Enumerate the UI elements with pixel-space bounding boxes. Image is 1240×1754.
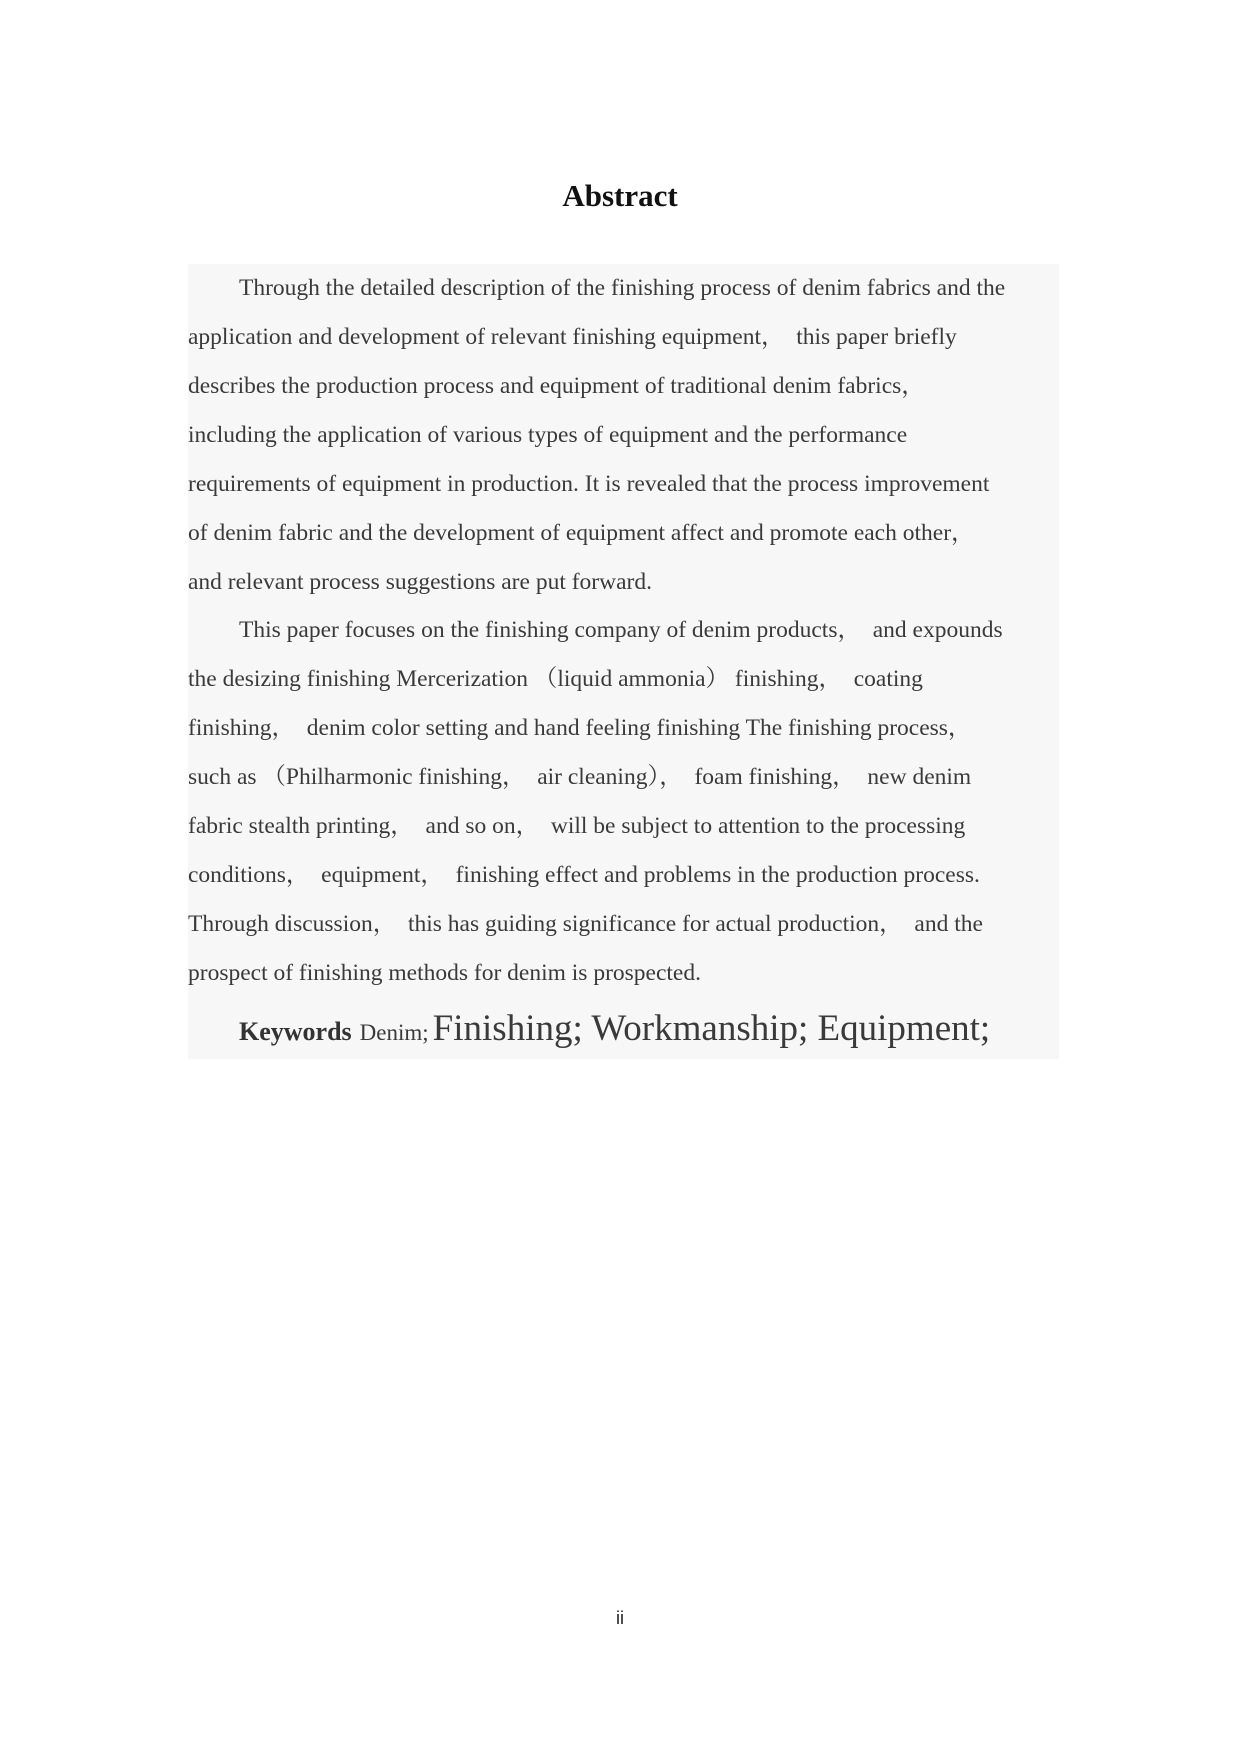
abstract-line: requirements of equipment in production. It is revealed that the process improvement	[188, 471, 990, 497]
abstract-line: describes the production process and equipment of traditional denim fabrics，	[188, 373, 925, 399]
abstract-line: Through discussion， this has guiding significance for actual production， and the	[188, 911, 983, 937]
page-title: Abstract	[562, 178, 678, 213]
keyword-first: Denim;	[359, 1020, 429, 1045]
abstract-line: application and development of relevant finishing equipment， this paper briefly	[188, 324, 957, 350]
abstract-line: of denim fabric and the development of equipment affect and promote each other，	[188, 520, 975, 546]
abstract-line: Through the detailed description of the finishing process of denim fabrics and the	[239, 275, 1006, 301]
abstract-line: prospect of finishing methods for denim is prospected.	[188, 960, 701, 986]
abstract-line: the desizing finishing Mercerization （liquid ammonia） finishing， coating	[188, 666, 923, 692]
abstract-line: conditions， equipment， finishing effect and problems in the production process.	[188, 862, 980, 888]
keywords-row	[239, 999, 990, 1059]
abstract-line: finishing， denim color setting and hand feeling finishing The finishing process，	[188, 715, 972, 741]
keywords-label: Keywords	[239, 1017, 352, 1046]
keywords-rest: Finishing; Workmanship; Equipment;	[432, 1008, 991, 1049]
abstract-line: such as （Philharmonic finishing， air cleaning）， foam finishing， new denim	[188, 764, 972, 790]
abstract-line: including the application of various types of equipment and the performance	[188, 422, 908, 448]
abstract-line: fabric stealth printing， and so on， will be subject to attention to the processing	[188, 813, 966, 839]
abstract-line: This paper focuses on the finishing company of denim products， and expounds	[239, 617, 1003, 643]
page-number: ii	[616, 1608, 624, 1628]
abstract-line: and relevant process suggestions are put forward.	[188, 569, 652, 595]
